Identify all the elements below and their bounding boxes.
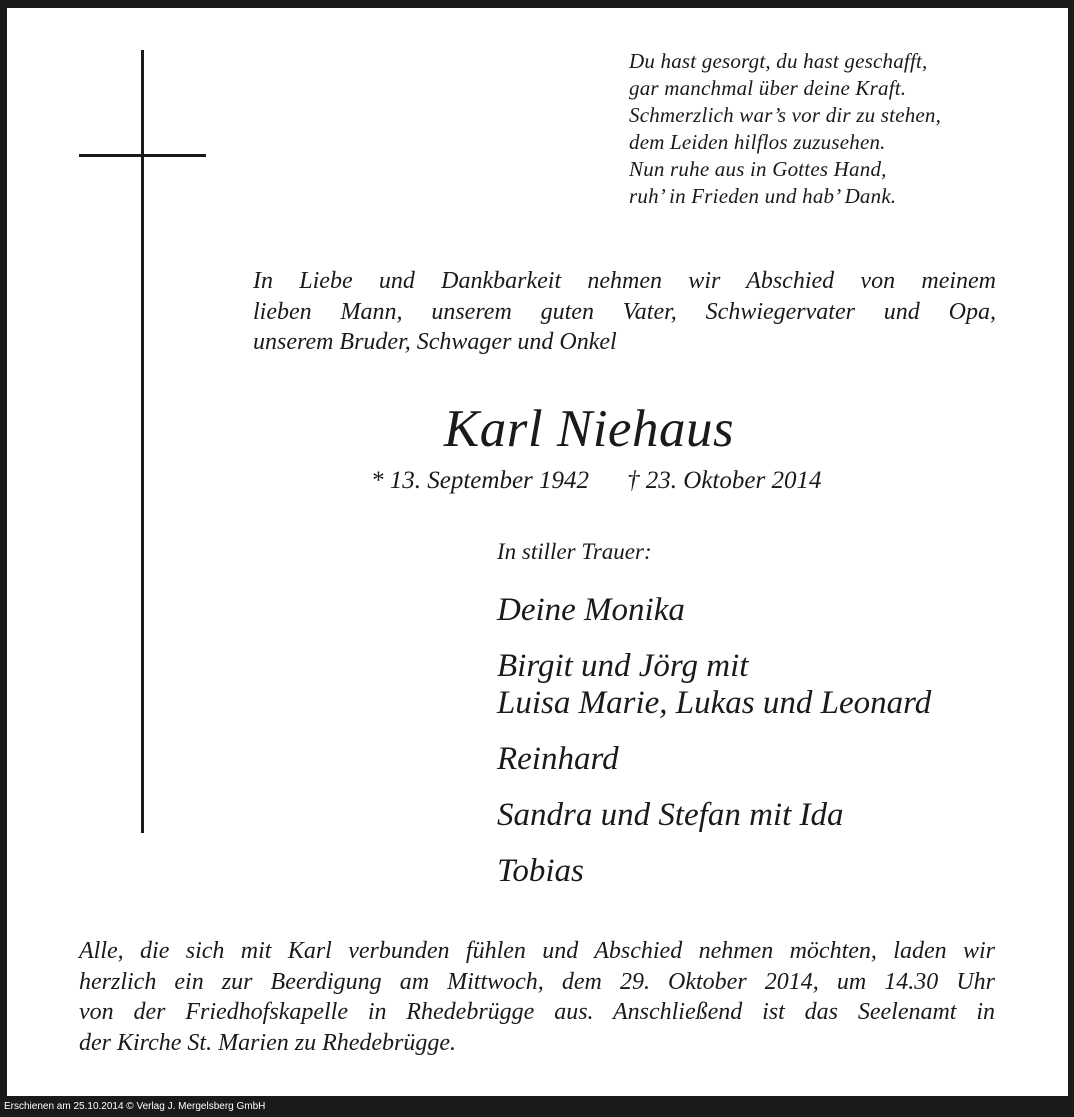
birth-date: * 13. September 1942 (371, 467, 590, 494)
announcement-line: herzlich ein zur Beerdigung am Mittwoch, dem 29. Oktober 2014, um 14.30 Uhr (79, 968, 995, 995)
mourner-name: Birgit und Jörg mit (497, 648, 749, 684)
deceased-name-block (0, 396, 1074, 462)
mourner-name: Luisa Marie, Lukas und Leonard (497, 685, 932, 721)
poem-line: Du hast gesorgt, du hast geschafft, (629, 49, 928, 73)
intro-line: lieben Mann, unserem guten Vater, Schwiegervater und Opa, (253, 298, 996, 325)
intro-line: In Liebe und Dankbarkeit nehmen wir Abschied von meinem (253, 268, 996, 294)
mourners-list (497, 592, 931, 909)
publication-footer: Erschienen am 25.10.2014 © Verlag J. Mergelsberg GmbH (4, 1101, 266, 1112)
mourner-group (497, 592, 931, 629)
mourner-group (497, 741, 931, 778)
intro-text (253, 266, 996, 358)
life-dates (371, 464, 821, 498)
announcement-line: Alle, die sich mit Karl verbunden fühlen und Abschied nehmen möchten, laden wir (79, 938, 995, 964)
poem-line: dem Leiden hilflos zuzusehen. (629, 130, 886, 154)
mourner-group (497, 797, 931, 834)
mourner-group (497, 648, 931, 722)
mourner-group (497, 853, 931, 890)
mourner-name: Reinhard (497, 741, 619, 777)
poem (629, 48, 941, 210)
funeral-announcement (79, 936, 995, 1058)
announcement-line: von der Friedhofskapelle in Rhedebrügge aus. Anschließend ist das Seelenamt in (79, 999, 995, 1025)
announcement-line: der Kirche St. Marien zu Rhedebrügge. (79, 1029, 457, 1056)
poem-line: ruh’ in Frieden und hab’ Dank. (629, 184, 897, 208)
cross-horizontal-bar (79, 154, 206, 157)
deceased-name: Karl Niehaus (443, 400, 735, 458)
intro-line: unserem Bruder, Schwager und Onkel (253, 329, 617, 355)
mourner-name: Sandra und Stefan mit Ida (497, 797, 844, 833)
mourners-label: In stiller Trauer: (497, 539, 652, 564)
poem-line: Nun ruhe aus in Gottes Hand, (629, 157, 887, 181)
death-date: † 23. Oktober 2014 (627, 467, 822, 494)
mourner-name: Deine Monika (497, 592, 685, 628)
mourner-name: Tobias (497, 853, 584, 889)
poem-line: Schmerzlich war’s vor dir zu stehen, (629, 103, 942, 127)
poem-line: gar manchmal über deine Kraft. (629, 76, 907, 100)
